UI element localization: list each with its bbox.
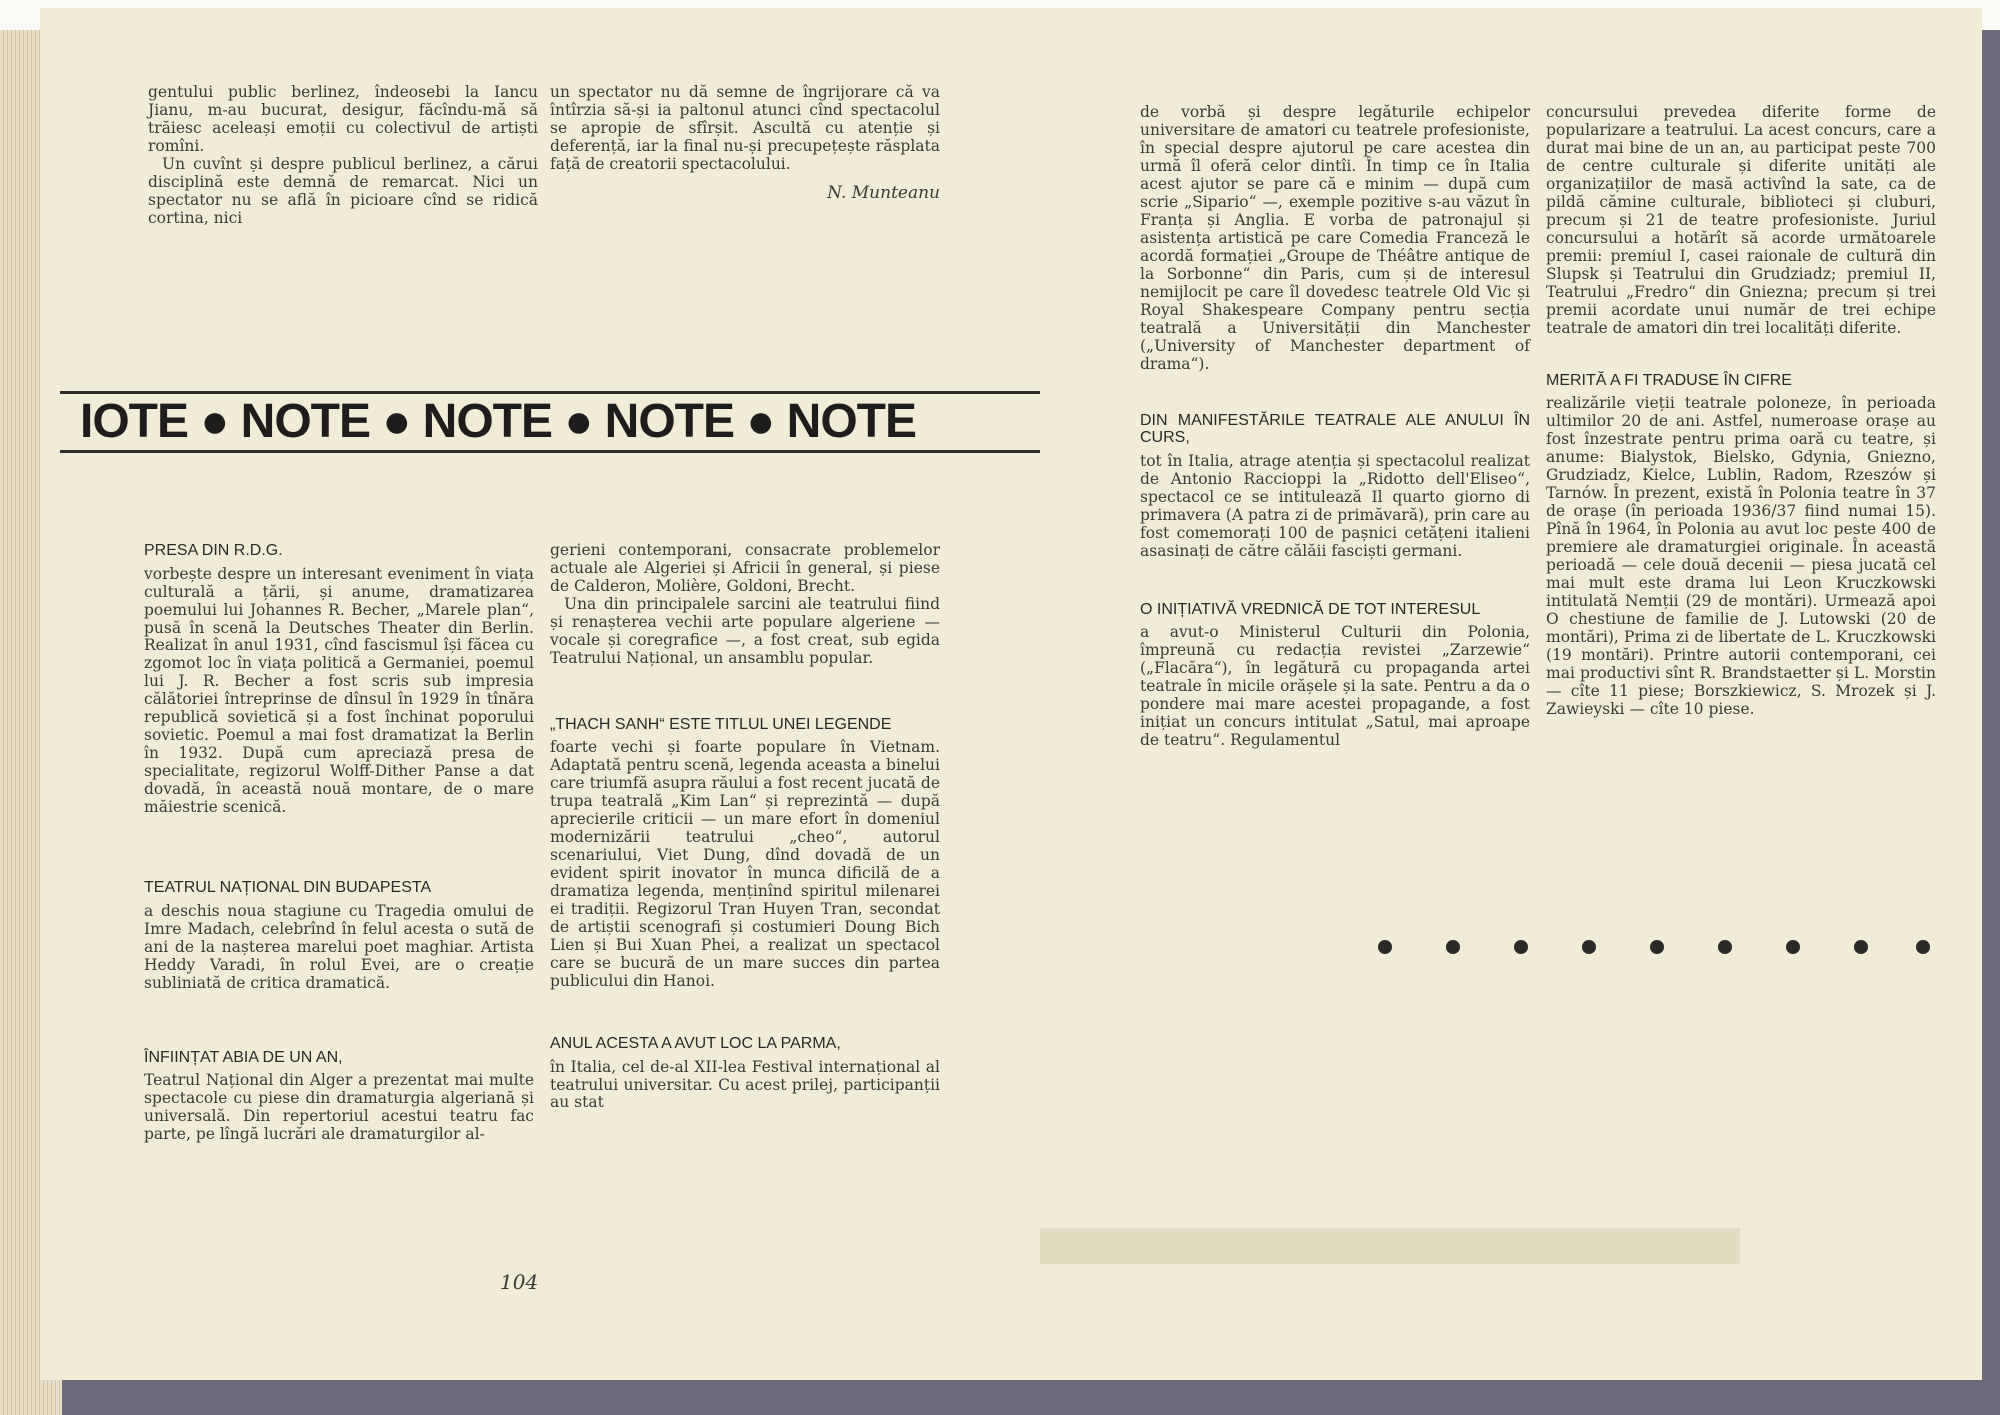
section-heading: „THACH SANH“ ESTE TITLUL UNEI LEGENDE (550, 715, 892, 733)
paragraph: un spectator nu dă semne de îngrijorare că va întîrzia să-și ia paltonul atunci cînd spectacolul se apropie de sfîrșit. Ascultă cu atenție și deferență, iar la final nu-și precupețește răsplata față de creatorii spectacolului. (550, 83, 940, 173)
section-heading: TEATRUL NAȚIONAL DIN BUDAPESTA (144, 879, 432, 897)
paragraph: concursului prevedea diferite forme de popularizare a teatrului. La acest concurs, care a durat mai bine de un an, au participat peste 700 de centre culturale și diferite unități ale organizațiilor de masă activînd la sate, ca de pildă cămine culturale, biblioteci și cluburi, precum și 21 de teatre profesioniste. Juriul concursului a hotărît să acorde următoarele premii: premiul I, casei raionale de cultură din Slupsk și Teatrului din Grudziadz; premiul II, Teatrului „Fredro“ din Gniezna; precum și trei premii acordate unui număr de trei echipe teatrale de amatori din trei localități diferite. (1546, 103, 1936, 337)
page-number: 104 (500, 1270, 539, 1294)
page-stain (1040, 1228, 1740, 1264)
paragraph: gerieni contemporani, consacrate problemelor actuale ale Algeriei și Africii în general, și piese de Calderon, Molière, Goldoni, Brecht. (550, 541, 940, 595)
section-heading: PRESA DIN R.D.G. (144, 542, 283, 559)
dot-icon (1446, 940, 1460, 954)
paragraph: tot în Italia, atrage atenția și spectacolul realizat de Antonio Raccioppi la „Ridotto dell'Eliseo“, spectacol ce se intitulează Il quarto giorno di primavera (A patra zi de primăvară), prin care au fost comemorați 100 de pașnici cetățeni italieni asasinați de către călăii fasciști germani. (1140, 451, 1530, 560)
left-bottom-col1 (144, 542, 534, 1144)
paragraph: a deschis noua stagiune cu Tragedia omului de Imre Madach, celebrînd în felul acesta o sută de ani de la nașterea marelui poet maghiar. Artista Heddy Varadi, în rolul Evei, are o creație subliniată de critica dramatică. (144, 901, 534, 992)
dot-icon (1718, 940, 1732, 954)
left-bottom-col2 (550, 542, 940, 1112)
paragraph: realizările vieții teatrale poloneze, în perioada ultimilor 20 de ani. Astfel, numeroase orașe au fost înzestrate pentru prima oară cu teatre, și anume: Bialystok, Bielsko, Gdynia, Gniezno, Grudziadz, Kielce, Lublin, Radom, Rzeszów și Tarnów. În prezent, există în Polonia teatre în 37 de orașe (în perioada 1936/37 fiind numai 15). Pînă în 1964, în Polonia au avut loc peste 400 de premiere ale dramaturgiei originale. În această perioadă — cele două decenii — piesa jucată cel mai mult este drama lui Leon Kruczkowski intitulată Nemții (29 de montări). Urmează apoi O chestiune de familie de J. Lutowski (20 de montări), Prima zi de libertate de L. Kruczkowski (19 montări). Printre autorii contemporani, cei mai productivi sînt R. Brandstaetter și L. Morstin — cîte 11 piese; Borszkiewicz, S. Mrozek și J. Zawieyski — cîte 10 piese. (1546, 394, 1936, 718)
dot-icon (1378, 940, 1392, 954)
section-heading: MERITĂ A FI TRADUSE ÎN CIFRE (1546, 371, 1792, 389)
decorative-dots (1370, 940, 1930, 964)
dot-icon (1582, 940, 1596, 954)
paragraph: în Italia, cel de-al XII-lea Festival internațional al teatrului universitar. Cu acest prilej, participanții au stat (550, 1057, 940, 1112)
paragraph: vorbește despre un interesant eveniment în viața culturală a țării, și anume, dramatizarea poemului lui Johannes R. Becher, „Marele plan“, pusă în scenă la Deutsches Theater din Berlin. Realizat în anul 1931, cînd fascismul își făcea cu zgomot loc în viața politică a Germaniei, poemul lui J. R. Becher a fost scris sub impresia călătoriei întreprinse de dînsul în 1929 în tînăra republică sovietică și a fost închinat poporului sovietic. Poemul a mai fost dramatizat la Berlin în 1932. După cum apreciază presa de specialitate, regizorul Wolff-Dither Panse a dat dovadă, în această nouă montare, de o mare măiestrie scenică. (144, 564, 534, 817)
dot-icon (1854, 940, 1868, 954)
paragraph: gentului public berlinez, îndeosebi la Iancu Jianu, m-au bucurat, desigur, făcîndu-mă să trăiesc aceleași emoții cu colectivul de artiști romîni. (148, 83, 538, 155)
dot-icon (1650, 940, 1664, 954)
note-banner (60, 391, 1040, 453)
left-page (40, 8, 1042, 1380)
section-heading: ANUL ACESTA A AVUT LOC LA PARMA, (550, 1034, 841, 1052)
section-heading: ÎNFIINȚAT ABIA DE UN AN, (144, 1048, 343, 1066)
dot-icon (1916, 940, 1930, 954)
left-top-col2 (550, 84, 940, 204)
paragraph: Teatrul Național din Alger a prezentat mai multe spectacole cu piese din dramaturgia algeriană și universală. Din repertoriul acestui teatru fac parte, pe lîngă lucrări ale dramaturgilor al- (144, 1071, 534, 1144)
section-heading: DIN MANIFESTĂRILE TEATRALE ALE ANULUI ÎN CURS, (1140, 411, 1530, 447)
right-page (1040, 8, 1982, 1380)
dot-icon (1786, 940, 1800, 954)
right-col1 (1140, 104, 1530, 750)
paragraph: a avut-o Ministerul Culturii din Polonia, împreună cu redacția revistei „Zarzewie“ („Flacăra“), în legătură cu propaganda artei teatrale în micile orășele și la sate. Pentru a da o pondere mai mare acestei propagande, a fost inițiat un concurs intitulat „Satul, mai aproape de teatru“. Regulamentul (1140, 623, 1530, 749)
note-banner-text: IOTE ● NOTE ● NOTE ● NOTE ● NOTE (80, 395, 917, 448)
right-col2 (1546, 104, 1936, 719)
paragraph: de vorbă și despre legăturile echipelor universitare de amatori cu teatrele profesioniste, în special despre ajutorul pe care acestea din urmă îl oferă celor dintîi. În timp ce în Italia acest ajutor se pare că e minim — după cum scrie „Sipario“ —, exemple pozitive s-au văzut în Franța și Anglia. E vorba de patronajul și asistența artistică pe care Comedia Franceză le acordă formației „Groupe de Théâtre antique de la Sorbonne“ din Paris, cum și de interesul nemijlocit pe care îl dovedesc teatrele Old Vic și Royal Shakespeare Company pentru secția teatrală a Universității din Manchester („University of Manchester department of drama“). (1140, 103, 1530, 373)
signature: N. Munteanu (827, 182, 940, 203)
paragraph: foarte vechi și foarte populare în Vietnam. Adaptată pentru scenă, legenda aceasta a binelui care triumfă asupra răului a fost recent jucată de trupa teatrală „Kim Lan“ și reprezintă — după aprecierile criticii — un mare efort în domeniul modernizării teatrului „cheo“, autorul scenariului, Viet Dung, dînd dovadă de un evident spirit inovator în munca dificilă de a dramatiza legenda, menținînd spiritul milenarei ei tradiții. Regizorul Tran Huyen Tran, secondat de artiștii scenografi și costumieri Doung Bich Lien și Bui Xuan Phei, a realizat un spectacol care se bucură de un mare succes din partea publicului din Hanoi. (550, 738, 940, 990)
paragraph: Una din principalele sarcini ale teatrului fiind și renașterea vechii arte populare algeriene — vocale și coregrafice —, a fost creat, sub egida Teatrului Național, un ansamblu popular. (550, 594, 940, 667)
paragraph: Un cuvînt și despre publicul berlinez, a cărui disciplină este demnă de remarcat. Nici un spectator nu se află în picioare cînd se ridică cortina, nici (148, 154, 538, 227)
dot-icon (1514, 940, 1528, 954)
left-top-col1 (148, 84, 538, 228)
section-heading: O INIȚIATIVĂ VREDNICĂ DE TOT INTERESUL (1140, 600, 1481, 618)
